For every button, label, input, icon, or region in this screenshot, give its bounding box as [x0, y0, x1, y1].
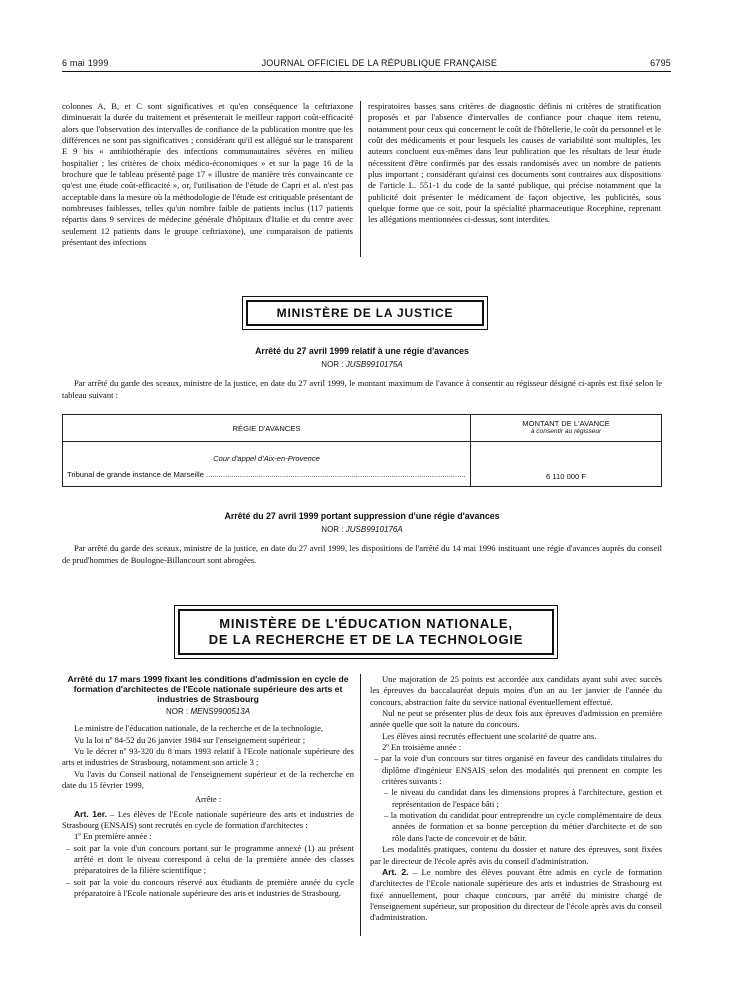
arrete-word: Arrête :	[194, 794, 222, 805]
article-1-text: – Les élèves de l'Ecole nationale supérieure des arts et industries de Strasbourg (ENSAIS) sont recrutés en cycle de formation d'architectes :	[62, 808, 354, 831]
tribunal-name	[67, 470, 466, 479]
article-2	[370, 867, 662, 924]
body-paragraph: Nul ne peut se présenter plus de deux fois aux épreuves d'admission en première année quelle que soit la nature du concours.	[370, 708, 662, 730]
table-header-montant	[471, 415, 662, 442]
arrete-title: Arrêté du 27 avril 1999 relatif à une régie d'avances	[255, 346, 469, 356]
article-1-label: Art. 1er.	[74, 808, 107, 819]
article-2-text: – Le nombre des élèves pouvant être admis en cycle de formation d'architectes de l'Ecole nationale supérieure des arts et industries de Strasbourg est fixé annuellement, pour chaque concours, par arrêté du ministre chargé de l'enseignement supérieur, sur proposition du directeur de l'école après avis du conseil d'administration.	[370, 866, 662, 923]
body-paragraph: Les modalités pratiques, contenu du dossier et nature des épreuves, sont fixées par le directeur de l'école après avis du conseil d'administration.	[370, 844, 662, 866]
sub-list-item: – le niveau du candidat dans les dimensions propres à l'architecture, gestion et représentation de l'espace bâti ;	[384, 787, 662, 809]
tribunal-label: Tribunal de grande instance de Marseille	[67, 470, 204, 479]
nor-line	[62, 525, 662, 534]
article-2-label: Art. 2.	[382, 866, 409, 877]
nor-code: JUSB9910175A	[345, 360, 403, 369]
education-left-column	[62, 674, 354, 900]
regie-table	[62, 414, 662, 487]
article-1	[62, 809, 354, 832]
continuation-left-column	[62, 101, 353, 248]
ministry-education-line1: MINISTÈRE DE L'ÉDUCATION NATIONALE,	[219, 616, 513, 631]
continuation-left-text: colonnes A, B, et C sont significatives et qu'en conséquence la ceftriaxone diminuerait la durée du traitement et présenterait le meilleur rapport coût-efficacité alors que l'observation des intervalles de confiance de la publication montre que les différences ne sont pas significatives ; considérant qu'il est allégué sur le transparent E 9 bis « antibiothérapie des infections communautaires sévères en milieu hospitalier ; les critères de choix médico-économiques » et sur la page 16 de la brochure que le tableau présenté page 17 « illustre de manière très convaincante ce qu'est une étude coût-efficacité », or, l'utilisation de l'étude de Capri et al. n'est pas acceptable dans la mesure où la méthodologie de l'étude est critiquable présentant de nombreuses faiblesses, telles qu'un nombre faible de patients inclus (117 patients répartis dans 9 services de médecine générale d'hôpitaux d'Italie et du centre avec seulement 12 patients dans le groupe ceftriaxone), une comparaison de patients présentant des infections	[62, 101, 353, 248]
preamble-paragraph: Le ministre de l'éducation nationale, de la recherche et de la technologie,	[74, 723, 324, 734]
table-cell-regie	[63, 442, 471, 487]
ministry-education-box	[174, 605, 558, 659]
body-paragraph: Une majoration de 25 points est accordée aux candidats ayant subi avec succès les épreuves du baccalauréat depuis moins d'un an au 1er janvier de l'année du concours, abstraction faite du service national éventuellement effectué.	[370, 674, 662, 707]
ministry-education-line2: DE LA RECHERCHE ET DE LA TECHNOLOGIE	[208, 632, 524, 647]
header-page-number: 6795	[650, 58, 671, 68]
table-header-regie: RÉGIE D'AVANCES	[63, 415, 471, 442]
nor-label: NOR :	[321, 360, 344, 369]
table-cell-montant: 6 110 000 F	[471, 442, 662, 487]
education-right-column	[370, 674, 662, 924]
ministry-justice-box	[242, 296, 488, 330]
header-journal-title: JOURNAL OFFICIEL DE LA RÉPUBLIQUE FRANÇAISE	[261, 58, 498, 68]
list-item: – par la voie d'un concours sur titres organisé en faveur des candidats titulaires du diplôme d'ingénieur ENSAIS selon des modalités qui prennent en compte les critères suivants :	[374, 753, 662, 787]
arrete-body: Par arrêté du garde des sceaux, ministre de la justice, en date du 27 avril 1999, le montant maximum de l'avance à consentir au régisseur désigné ci-après est fixé selon le tableau suivant :	[62, 378, 662, 400]
table-header-montant-label: MONTANT DE L'AVANCE	[522, 419, 610, 428]
preamble-paragraph: Vu le décret nº 93-320 du 8 mars 1993 relatif à l'Ecole nationale supérieure des arts et industries de Strasbourg, notamment son article 3 ;	[62, 746, 354, 768]
court-name: Cour d'appel d'Aix-en-Provence	[213, 454, 320, 463]
header-rule	[62, 71, 671, 72]
nor-code: MENS9900513A	[190, 707, 251, 716]
continuation-right-text: respiratoires basses sans critères de diagnostic définis ni critères de stratification proposés et par l'absence d'intervalles de confiance pour chaque item retenu, notamment pour ceux qui concernent le coût de l'hôtellerie, le coût du personnel et le coût des médicaments et pour lesquels les causes de variabilité sont multiples, les auteurs concluent eux-mêmes dans leur publication que les résultats de leur étude nécessitent d'être confirmés par des essais randomisés avec un nombre de patients plus important ; considérant qu'ainsi ces documents sont contraires aux dispositions de l'article L. 551-1 du code de la santé publique, qui précise notamment que la publicité doit présenter le médicament de façon objective, les publicités, sous quelque forme que ce soit, pour la spécialité pharmaceutique Rocephine, reprenant les allégations mentionnées ci-dessus, sont interdites.	[368, 101, 661, 225]
arrete-title: Arrêté du 27 avril 1999 portant suppression d'une régie d'avances	[224, 511, 500, 521]
third-year-heading: 2º En troisième année :	[382, 742, 462, 753]
page-header	[62, 55, 671, 71]
arrete-title: Arrêté du 17 mars 1999 fixant les conditions d'admission en cycle de formation d'architectes de l'Ecole nationale supérieure des arts et industries de Strasbourg	[67, 674, 349, 704]
nor-line	[62, 706, 354, 717]
table-header-montant-sub: à consentir au régisseur	[530, 428, 602, 435]
preamble-paragraph: Vu l'avis du Conseil national de l'enseignement supérieur et de la recherche en date du 15 février 1999,	[62, 768, 354, 791]
arrete-body: Par arrêté du garde des sceaux, ministre de la justice, en date du 27 avril 1999, les dispositions de l'arrêté du 14 mai 1996 instituant une régie d'avances auprès du conseil de prud'hommes de Boulogne-Billancourt sont abrogées.	[62, 543, 662, 565]
preamble-paragraph: Vu la loi nº 84-52 du 26 janvier 1984 sur l'enseignement supérieur ;	[74, 734, 306, 745]
ministry-justice-title: MINISTÈRE DE LA JUSTICE	[276, 306, 454, 320]
column-divider	[360, 674, 361, 936]
list-item: – soit par la voie d'un concours portant sur le programme annexé (1) au présent arrêté et dont le niveau correspond à celui de la première année des classes préparatoires de la filière scientifique ;	[66, 842, 354, 876]
nor-code: JUSB9910176A	[345, 525, 403, 534]
body-paragraph: Les élèves ainsi recrutés effectuent une scolarité de quatre ans.	[382, 730, 597, 741]
sub-list-item: – la motivation du candidat pour entreprendre un cycle complémentaire de deux années de formation et sa bonne perception du métier d'architecte et de son rôle dans l'acte de concevoir et de bâtir.	[384, 810, 662, 843]
nor-label: NOR :	[165, 707, 189, 716]
nor-line	[62, 360, 662, 369]
nor-label: NOR :	[321, 525, 344, 534]
list-item: – soit par la voie du concours réservé aux étudiants de première année du cycle préparatoire à l'Ecole nationale supérieure des arts et industries de Strasbourg.	[66, 876, 354, 899]
continuation-right-column	[368, 101, 661, 226]
first-year-heading: 1º En première année :	[74, 831, 152, 842]
column-divider	[360, 101, 361, 257]
header-date: 6 mai 1999	[62, 58, 109, 68]
